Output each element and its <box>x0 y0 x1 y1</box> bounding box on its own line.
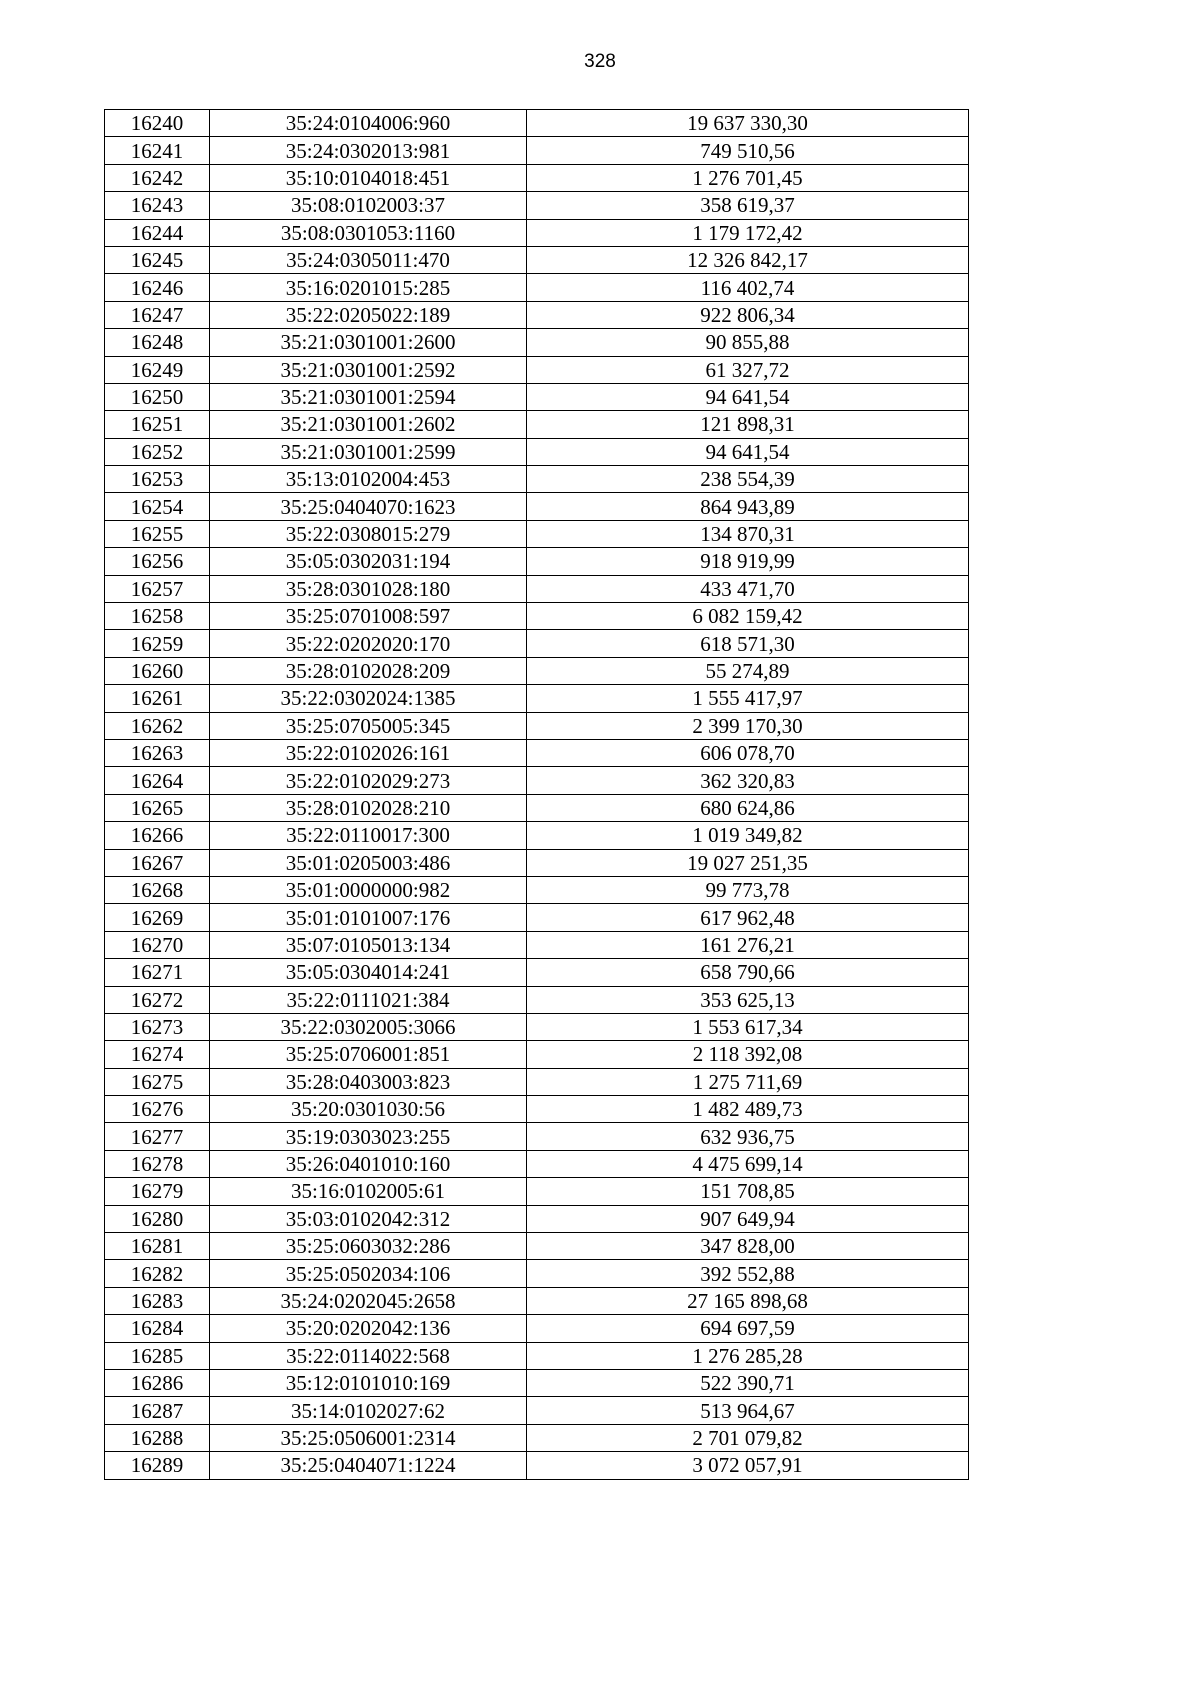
cadastral-number-cell: 35:24:0305011:470 <box>210 246 527 273</box>
table-row <box>105 274 969 301</box>
table-row <box>105 246 969 273</box>
cadastral-number-cell: 35:21:0301001:2600 <box>210 329 527 356</box>
table-row <box>105 603 969 630</box>
table-row <box>105 685 969 712</box>
row-number-cell: 16248 <box>105 329 210 356</box>
cadastral-value-cell: 55 274,89 <box>527 657 969 684</box>
table-row <box>105 931 969 958</box>
cadastral-number-cell: 35:25:0705005:345 <box>210 712 527 739</box>
table-row <box>105 466 969 493</box>
cadastral-value-cell: 606 078,70 <box>527 739 969 766</box>
table-row <box>105 822 969 849</box>
row-number-cell: 16253 <box>105 466 210 493</box>
cadastral-number-cell: 35:10:0104018:451 <box>210 164 527 191</box>
cadastral-value-cell: 1 179 172,42 <box>527 219 969 246</box>
cadastral-value-cell: 749 510,56 <box>527 137 969 164</box>
cadastral-value-cell: 1 019 349,82 <box>527 822 969 849</box>
cadastral-value-cell: 1 553 617,34 <box>527 1013 969 1040</box>
cadastral-value-cell: 922 806,34 <box>527 301 969 328</box>
table-row <box>105 1260 969 1287</box>
table-row <box>105 849 969 876</box>
table-row <box>105 1424 969 1451</box>
cadastral-value-table-container <box>104 109 969 1480</box>
row-number-cell: 16252 <box>105 438 210 465</box>
table-row <box>105 356 969 383</box>
table-row <box>105 1205 969 1232</box>
table-row <box>105 548 969 575</box>
cadastral-number-cell: 35:12:0101010:169 <box>210 1369 527 1396</box>
cadastral-value-cell: 392 552,88 <box>527 1260 969 1287</box>
table-row <box>105 1369 969 1396</box>
table-row <box>105 383 969 410</box>
cadastral-value-cell: 347 828,00 <box>527 1233 969 1260</box>
cadastral-number-cell: 35:22:0110017:300 <box>210 822 527 849</box>
table-row <box>105 1013 969 1040</box>
table-row <box>105 1096 969 1123</box>
row-number-cell: 16272 <box>105 986 210 1013</box>
table-row <box>105 739 969 766</box>
cadastral-number-cell: 35:22:0114022:568 <box>210 1342 527 1369</box>
row-number-cell: 16268 <box>105 876 210 903</box>
table-row <box>105 1397 969 1424</box>
cadastral-value-cell: 358 619,37 <box>527 192 969 219</box>
cadastral-value-cell: 1 276 701,45 <box>527 164 969 191</box>
row-number-cell: 16261 <box>105 685 210 712</box>
table-row <box>105 1233 969 1260</box>
cadastral-number-cell: 35:22:0111021:384 <box>210 986 527 1013</box>
cadastral-number-cell: 35:14:0102027:62 <box>210 1397 527 1424</box>
cadastral-number-cell: 35:21:0301001:2602 <box>210 411 527 438</box>
row-number-cell: 16242 <box>105 164 210 191</box>
row-number-cell: 16274 <box>105 1041 210 1068</box>
cadastral-number-cell: 35:24:0302013:981 <box>210 137 527 164</box>
row-number-cell: 16284 <box>105 1315 210 1342</box>
row-number-cell: 16255 <box>105 520 210 547</box>
cadastral-value-cell: 4 475 699,14 <box>527 1150 969 1177</box>
table-row <box>105 301 969 328</box>
cadastral-value-cell: 362 320,83 <box>527 767 969 794</box>
row-number-cell: 16281 <box>105 1233 210 1260</box>
cadastral-value-cell: 134 870,31 <box>527 520 969 547</box>
row-number-cell: 16240 <box>105 110 210 137</box>
row-number-cell: 16266 <box>105 822 210 849</box>
row-number-cell: 16267 <box>105 849 210 876</box>
cadastral-value-cell: 1 275 711,69 <box>527 1068 969 1095</box>
cadastral-value-cell: 3 072 057,91 <box>527 1452 969 1479</box>
cadastral-value-cell: 94 641,54 <box>527 438 969 465</box>
table-body <box>105 110 969 1480</box>
row-number-cell: 16256 <box>105 548 210 575</box>
cadastral-number-cell: 35:20:0202042:136 <box>210 1315 527 1342</box>
cadastral-number-cell: 35:07:0105013:134 <box>210 931 527 958</box>
row-number-cell: 16265 <box>105 794 210 821</box>
cadastral-value-cell: 864 943,89 <box>527 493 969 520</box>
cadastral-value-cell: 433 471,70 <box>527 575 969 602</box>
table-row <box>105 630 969 657</box>
table-row <box>105 329 969 356</box>
cadastral-number-cell: 35:01:0205003:486 <box>210 849 527 876</box>
cadastral-number-cell: 35:25:0701008:597 <box>210 603 527 630</box>
row-number-cell: 16259 <box>105 630 210 657</box>
table-row <box>105 959 969 986</box>
row-number-cell: 16282 <box>105 1260 210 1287</box>
row-number-cell: 16254 <box>105 493 210 520</box>
cadastral-value-cell: 1 555 417,97 <box>527 685 969 712</box>
table-row <box>105 1150 969 1177</box>
cadastral-number-cell: 35:20:0301030:56 <box>210 1096 527 1123</box>
cadastral-value-table <box>104 109 969 1480</box>
cadastral-value-cell: 116 402,74 <box>527 274 969 301</box>
table-row <box>105 110 969 137</box>
row-number-cell: 16246 <box>105 274 210 301</box>
cadastral-value-cell: 90 855,88 <box>527 329 969 356</box>
table-row <box>105 438 969 465</box>
row-number-cell: 16263 <box>105 739 210 766</box>
row-number-cell: 16283 <box>105 1287 210 1314</box>
cadastral-number-cell: 35:21:0301001:2594 <box>210 383 527 410</box>
row-number-cell: 16279 <box>105 1178 210 1205</box>
row-number-cell: 16286 <box>105 1369 210 1396</box>
cadastral-number-cell: 35:22:0302024:1385 <box>210 685 527 712</box>
cadastral-value-cell: 618 571,30 <box>527 630 969 657</box>
table-row <box>105 712 969 739</box>
table-row <box>105 219 969 246</box>
cadastral-number-cell: 35:28:0301028:180 <box>210 575 527 602</box>
cadastral-number-cell: 35:25:0502034:106 <box>210 1260 527 1287</box>
page-number: 328 <box>584 51 616 72</box>
cadastral-value-cell: 2 118 392,08 <box>527 1041 969 1068</box>
row-number-cell: 16270 <box>105 931 210 958</box>
cadastral-number-cell: 35:25:0506001:2314 <box>210 1424 527 1451</box>
cadastral-value-cell: 680 624,86 <box>527 794 969 821</box>
cadastral-number-cell: 35:25:0706001:851 <box>210 1041 527 1068</box>
cadastral-value-cell: 27 165 898,68 <box>527 1287 969 1314</box>
table-row <box>105 876 969 903</box>
table-row <box>105 1178 969 1205</box>
table-row <box>105 1452 969 1479</box>
cadastral-number-cell: 35:21:0301001:2592 <box>210 356 527 383</box>
cadastral-number-cell: 35:08:0102003:37 <box>210 192 527 219</box>
table-row <box>105 575 969 602</box>
row-number-cell: 16289 <box>105 1452 210 1479</box>
row-number-cell: 16269 <box>105 904 210 931</box>
cadastral-number-cell: 35:22:0102029:273 <box>210 767 527 794</box>
cadastral-number-cell: 35:28:0102028:209 <box>210 657 527 684</box>
cadastral-number-cell: 35:13:0102004:453 <box>210 466 527 493</box>
row-number-cell: 16262 <box>105 712 210 739</box>
cadastral-value-cell: 19 027 251,35 <box>527 849 969 876</box>
row-number-cell: 16243 <box>105 192 210 219</box>
row-number-cell: 16276 <box>105 1096 210 1123</box>
row-number-cell: 16271 <box>105 959 210 986</box>
cadastral-number-cell: 35:21:0301001:2599 <box>210 438 527 465</box>
cadastral-value-cell: 513 964,67 <box>527 1397 969 1424</box>
cadastral-value-cell: 907 649,94 <box>527 1205 969 1232</box>
cadastral-value-cell: 2 399 170,30 <box>527 712 969 739</box>
cadastral-number-cell: 35:25:0603032:286 <box>210 1233 527 1260</box>
cadastral-number-cell: 35:01:0000000:982 <box>210 876 527 903</box>
row-number-cell: 16260 <box>105 657 210 684</box>
cadastral-number-cell: 35:25:0404070:1623 <box>210 493 527 520</box>
row-number-cell: 16257 <box>105 575 210 602</box>
cadastral-value-cell: 353 625,13 <box>527 986 969 1013</box>
cadastral-value-cell: 694 697,59 <box>527 1315 969 1342</box>
cadastral-number-cell: 35:28:0403003:823 <box>210 1068 527 1095</box>
cadastral-number-cell: 35:25:0404071:1224 <box>210 1452 527 1479</box>
cadastral-number-cell: 35:22:0308015:279 <box>210 520 527 547</box>
cadastral-value-cell: 61 327,72 <box>527 356 969 383</box>
row-number-cell: 16249 <box>105 356 210 383</box>
cadastral-number-cell: 35:22:0202020:170 <box>210 630 527 657</box>
table-row <box>105 767 969 794</box>
cadastral-value-cell: 522 390,71 <box>527 1369 969 1396</box>
table-row <box>105 1041 969 1068</box>
row-number-cell: 16247 <box>105 301 210 328</box>
table-row <box>105 1342 969 1369</box>
row-number-cell: 16273 <box>105 1013 210 1040</box>
table-row <box>105 986 969 1013</box>
row-number-cell: 16241 <box>105 137 210 164</box>
cadastral-number-cell: 35:28:0102028:210 <box>210 794 527 821</box>
row-number-cell: 16244 <box>105 219 210 246</box>
row-number-cell: 16277 <box>105 1123 210 1150</box>
cadastral-value-cell: 19 637 330,30 <box>527 110 969 137</box>
table-row <box>105 794 969 821</box>
table-row <box>105 493 969 520</box>
table-row <box>105 192 969 219</box>
cadastral-number-cell: 35:26:0401010:160 <box>210 1150 527 1177</box>
table-row <box>105 411 969 438</box>
table-row <box>105 1287 969 1314</box>
cadastral-number-cell: 35:05:0302031:194 <box>210 548 527 575</box>
row-number-cell: 16278 <box>105 1150 210 1177</box>
cadastral-number-cell: 35:08:0301053:1160 <box>210 219 527 246</box>
cadastral-number-cell: 35:19:0303023:255 <box>210 1123 527 1150</box>
cadastral-number-cell: 35:22:0205022:189 <box>210 301 527 328</box>
cadastral-value-cell: 1 276 285,28 <box>527 1342 969 1369</box>
cadastral-number-cell: 35:05:0304014:241 <box>210 959 527 986</box>
cadastral-number-cell: 35:03:0102042:312 <box>210 1205 527 1232</box>
cadastral-value-cell: 99 773,78 <box>527 876 969 903</box>
cadastral-number-cell: 35:16:0201015:285 <box>210 274 527 301</box>
cadastral-number-cell: 35:24:0202045:2658 <box>210 1287 527 1314</box>
row-number-cell: 16285 <box>105 1342 210 1369</box>
table-row <box>105 164 969 191</box>
table-row <box>105 1068 969 1095</box>
row-number-cell: 16251 <box>105 411 210 438</box>
table-row <box>105 904 969 931</box>
table-row <box>105 1315 969 1342</box>
row-number-cell: 16280 <box>105 1205 210 1232</box>
cadastral-value-cell: 918 919,99 <box>527 548 969 575</box>
cadastral-value-cell: 632 936,75 <box>527 1123 969 1150</box>
cadastral-value-cell: 151 708,85 <box>527 1178 969 1205</box>
cadastral-value-cell: 658 790,66 <box>527 959 969 986</box>
table-row <box>105 520 969 547</box>
table-row <box>105 657 969 684</box>
cadastral-value-cell: 94 641,54 <box>527 383 969 410</box>
row-number-cell: 16275 <box>105 1068 210 1095</box>
cadastral-value-cell: 1 482 489,73 <box>527 1096 969 1123</box>
cadastral-value-cell: 238 554,39 <box>527 466 969 493</box>
row-number-cell: 16288 <box>105 1424 210 1451</box>
row-number-cell: 16250 <box>105 383 210 410</box>
cadastral-value-cell: 2 701 079,82 <box>527 1424 969 1451</box>
cadastral-value-cell: 6 082 159,42 <box>527 603 969 630</box>
row-number-cell: 16245 <box>105 246 210 273</box>
cadastral-number-cell: 35:16:0102005:61 <box>210 1178 527 1205</box>
table-row <box>105 1123 969 1150</box>
cadastral-value-cell: 161 276,21 <box>527 931 969 958</box>
cadastral-number-cell: 35:01:0101007:176 <box>210 904 527 931</box>
cadastral-number-cell: 35:24:0104006:960 <box>210 110 527 137</box>
table-row <box>105 137 969 164</box>
row-number-cell: 16264 <box>105 767 210 794</box>
row-number-cell: 16258 <box>105 603 210 630</box>
cadastral-value-cell: 617 962,48 <box>527 904 969 931</box>
cadastral-number-cell: 35:22:0102026:161 <box>210 739 527 766</box>
cadastral-value-cell: 121 898,31 <box>527 411 969 438</box>
cadastral-number-cell: 35:22:0302005:3066 <box>210 1013 527 1040</box>
row-number-cell: 16287 <box>105 1397 210 1424</box>
cadastral-value-cell: 12 326 842,17 <box>527 246 969 273</box>
